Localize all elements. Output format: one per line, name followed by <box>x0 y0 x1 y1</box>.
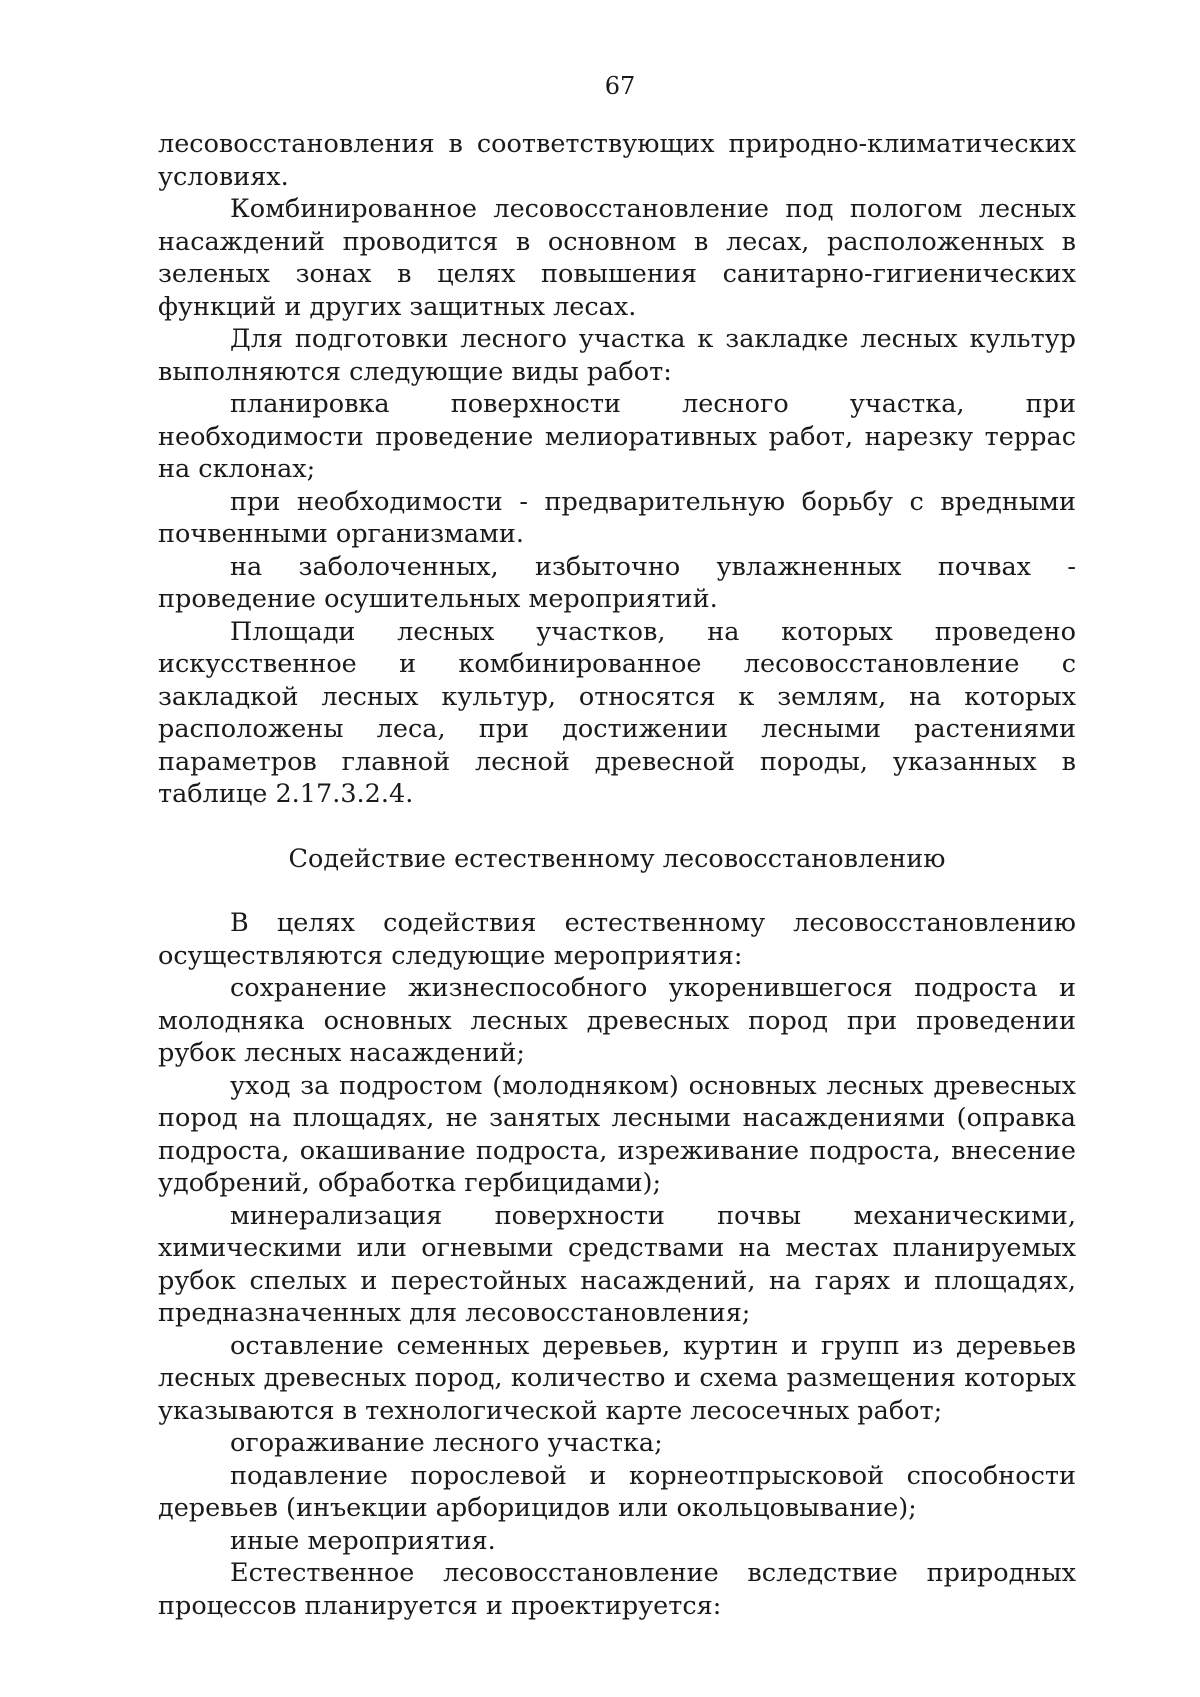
page-body <box>158 128 1076 1622</box>
page-number: 67 <box>604 72 636 100</box>
list-item: огораживание лесного участка; <box>230 1428 663 1458</box>
list-item: оставление семенных деревьев, куртин и групп из деревьев лесных древесных пород, количество и схема размещения которых указываются в технологической карте лесосечных работ; <box>158 1330 1076 1426</box>
list-item: при необходимости - предварительную борьбу с вредными почвенными организмами. <box>158 486 1076 549</box>
list-item: иные мероприятия. <box>230 1525 496 1556</box>
paragraph: Для подготовки лесного участка к закладке лесных культур выполняются следующие виды работ: <box>158 324 1076 387</box>
list-item: на заболоченных, избыточно увлажненных почвах - проведение осушительных мероприятий. <box>158 551 1076 614</box>
section-heading: Содействие естественному лесовосстановлению <box>288 843 946 874</box>
list-item: уход за подростом (молодняком) основных лесных древесных пород на площадях, не занятых лесными насаждениями (оправка подроста, окашивание подроста, изреживание подроста, внесение удобрений, обработка гербицидами); <box>158 1070 1076 1198</box>
paragraph: Комбинированное лесовосстановление под пологом лесных насаждений проводится в основном в лесах, расположенных в зеленых зонах в целях повышения санитарно-гигиенических функций и других защитных лесах. <box>158 194 1076 322</box>
paragraph: Площади лесных участков, на которых проведено искусственное и комбинированное лесовосстановление с закладкой лесных культур, относятся к землям, на которых расположены леса, при достижении лесными растениями параметров главной лесной древесной породы, указанных в таблице 2.17.3.2.4. <box>158 616 1076 809</box>
list-item: планировка поверхности лесного участка, при необходимости проведение мелиоративных работ, нарезку террас на склонах; <box>158 389 1076 484</box>
paragraph: В целях содействия естественному лесовосстановлению осуществляются следующие мероприятия: <box>158 908 1076 971</box>
list-item: минерализация поверхности почвы механическими, химическими или огневыми средствами на местах планируемых рубок спелых и перестойных насаждений, на гарях и площадях, предназначенных для лесовосстановления; <box>158 1200 1076 1328</box>
list-item: подавление порослевой и корнеотпрысковой способности деревьев (инъекции арборицидов или окольцовывание); <box>158 1460 1076 1523</box>
paragraph: лесовосстановления в соответствующих природно-климатических условиях. <box>158 129 1076 192</box>
list-item: сохранение жизнеспособного укоренившегося подроста и молодняка основных лесных древесных пород при проведении рубок лесных насаждений; <box>158 973 1076 1068</box>
paragraph: Естественное лесовосстановление вследствие природных процессов планируется и проектируется: <box>158 1558 1076 1621</box>
